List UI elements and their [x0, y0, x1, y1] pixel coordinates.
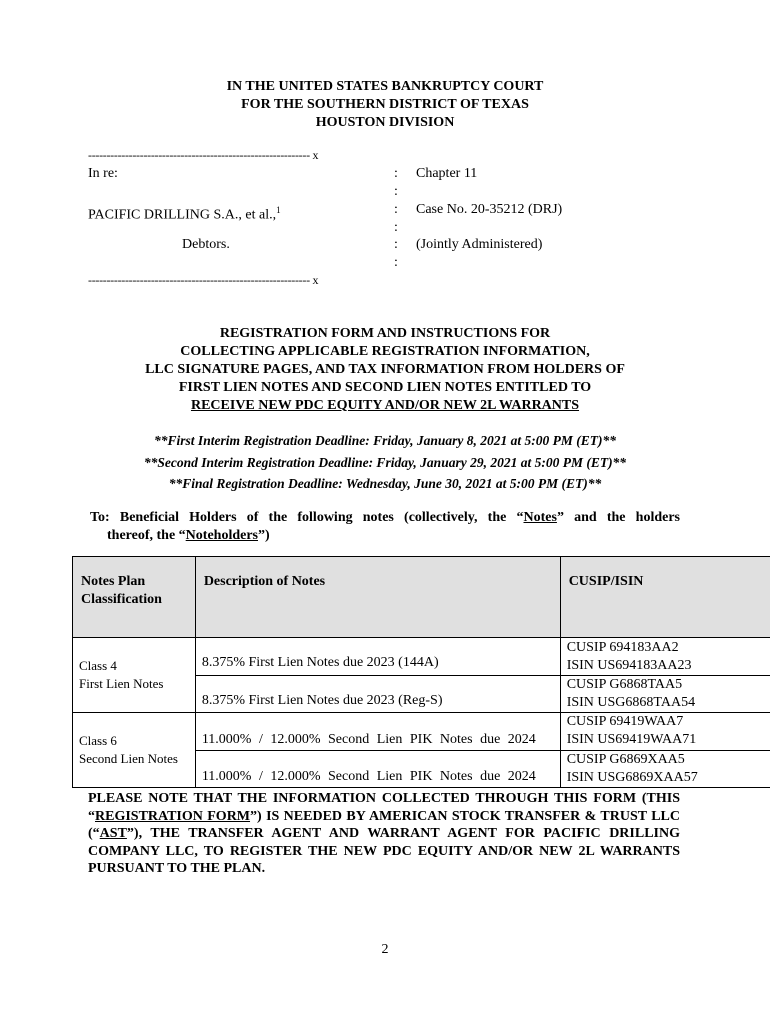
debtor-name-text: PACIFIC DRILLING S.A., et al., [88, 207, 277, 223]
isin-value: ISIN US694183AA23 [566, 658, 692, 673]
title-line-3: LLC SIGNATURE PAGES, AND TAX INFORMATION FROM HOLDERS OF [145, 362, 625, 377]
caption-colon: : [394, 237, 398, 252]
isin-value: ISIN USG6868TAA54 [566, 695, 696, 710]
title-line-5: RECEIVE NEW PDC EQUITY AND/OR NEW 2L WARRANTS [190, 398, 580, 413]
class-description: Second Lien Notes [79, 751, 178, 766]
class-cell [73, 713, 196, 788]
description-cell: 8.375% First Lien Notes due 2023 (144A) [195, 638, 560, 676]
case-number: Case No. 20-35212 (DRJ) [416, 202, 563, 217]
registration-notice [88, 790, 680, 878]
caption-colon: : [394, 184, 398, 199]
cusip-cell [560, 751, 770, 788]
description-cell: 8.375% First Lien Notes due 2023 (Reg-S) [195, 676, 560, 713]
caption-colon: : [394, 220, 398, 235]
to-text: ” and the holders [556, 510, 680, 525]
notes-defined-term: Notes [523, 510, 557, 525]
isin-value: ISIN US69419WAA71 [566, 732, 697, 747]
class-cell [73, 638, 196, 713]
table-row [73, 713, 770, 751]
ast-term: AST [99, 826, 127, 841]
header-classification [73, 557, 196, 638]
cusip-cell [560, 713, 770, 751]
cusip-cell [560, 676, 770, 713]
title-line-2: COLLECTING APPLICABLE REGISTRATION INFORMATION, [180, 344, 590, 359]
court-line-2: FOR THE SOUTHERN DISTRICT OF TEXAS [241, 97, 529, 112]
to-text: To: Beneficial Holders of the following notes (collectively, the “ [90, 510, 524, 525]
to-paragraph-line-2 [107, 527, 270, 545]
joint-administration: (Jointly Administered) [416, 237, 543, 252]
court-line-3: HOUSTON DIVISION [315, 115, 455, 130]
court-heading [0, 78, 770, 132]
header-classification-line: Notes Plan [81, 574, 146, 589]
cusip-value: CUSIP 69419WAA7 [566, 714, 684, 729]
title-line-1: REGISTRATION FORM AND INSTRUCTIONS FOR [219, 326, 551, 341]
caption-divider-top: ------------------------------------------------------------ x [88, 148, 319, 162]
caption-divider-bottom: ------------------------------------------------------------ x [88, 273, 319, 287]
to-text: thereof, the “ [107, 528, 186, 543]
class-name: Class 6 [79, 733, 117, 748]
deadlines [0, 430, 770, 495]
to-text: ”) [258, 528, 270, 543]
cusip-value: CUSIP G6868TAA5 [566, 677, 683, 692]
header-description: Description of Notes [195, 557, 560, 638]
notes-table [72, 556, 770, 788]
second-interim-deadline: **Second Interim Registration Deadline: Friday, January 29, 2021 at 5:00 PM (ET)** [143, 454, 627, 470]
final-deadline: **Final Registration Deadline: Wednesday, June 30, 2021 at 5:00 PM (ET)** [168, 476, 602, 491]
page-number: 2 [381, 942, 389, 957]
debtor-name [88, 201, 281, 225]
cusip-value: CUSIP 694183AA2 [566, 640, 679, 655]
in-re-label: In re: [88, 166, 118, 181]
caption-colon: : [394, 166, 398, 181]
class-description: First Lien Notes [79, 676, 164, 691]
footnote-mark: 1 [276, 205, 281, 215]
notice-text: PLEASE NOTE THAT THE INFORMATION COLLECTED THROUGH THIS FORM (THIS “ [88, 791, 680, 824]
isin-value: ISIN USG6869XAA57 [566, 770, 698, 785]
to-paragraph-line-1 [90, 509, 680, 527]
description-cell: 11.000% / 12.000% Second Lien PIK Notes due 2024 [195, 713, 560, 751]
notice-text: ”) IS NEEDED BY AMERICAN STOCK TRANSFER & TRUST LLC (“ [88, 808, 680, 841]
header-cusip-isin: CUSIP/ISIN [560, 557, 770, 638]
chapter-label: Chapter 11 [416, 166, 478, 181]
description-cell: 11.000% / 12.000% Second Lien PIK Notes due 2024 [195, 751, 560, 788]
title-line-4: FIRST LIEN NOTES AND SECOND LIEN NOTES ENTITLED TO [178, 380, 592, 395]
court-line-1: IN THE UNITED STATES BANKRUPTCY COURT [226, 79, 544, 94]
caption-colon: : [394, 255, 398, 270]
table-header-row [73, 557, 770, 638]
header-classification-line: Classification [81, 592, 162, 607]
first-interim-deadline: **First Interim Registration Deadline: Friday, January 8, 2021 at 5:00 PM (ET)** [154, 433, 616, 448]
noteholders-defined-term: Noteholders [185, 528, 258, 543]
document-title [0, 325, 770, 415]
class-name: Class 4 [79, 658, 117, 673]
caption-colon: : [394, 202, 398, 217]
notice-text: ”), THE TRANSFER AGENT AND WARRANT AGENT FOR PACIFIC DRILLING COMPANY LLC, TO REGISTER THE NEW PDC EQUITY AND/OR NEW 2L WARRANTS PURSUANT TO THE PLAN. [88, 826, 680, 876]
table-row [73, 638, 770, 676]
cusip-cell [560, 638, 770, 676]
cusip-value: CUSIP G6869XAA5 [566, 752, 685, 767]
registration-form-term: REGISTRATION FORM [95, 808, 251, 824]
debtors-label: Debtors. [182, 237, 230, 252]
